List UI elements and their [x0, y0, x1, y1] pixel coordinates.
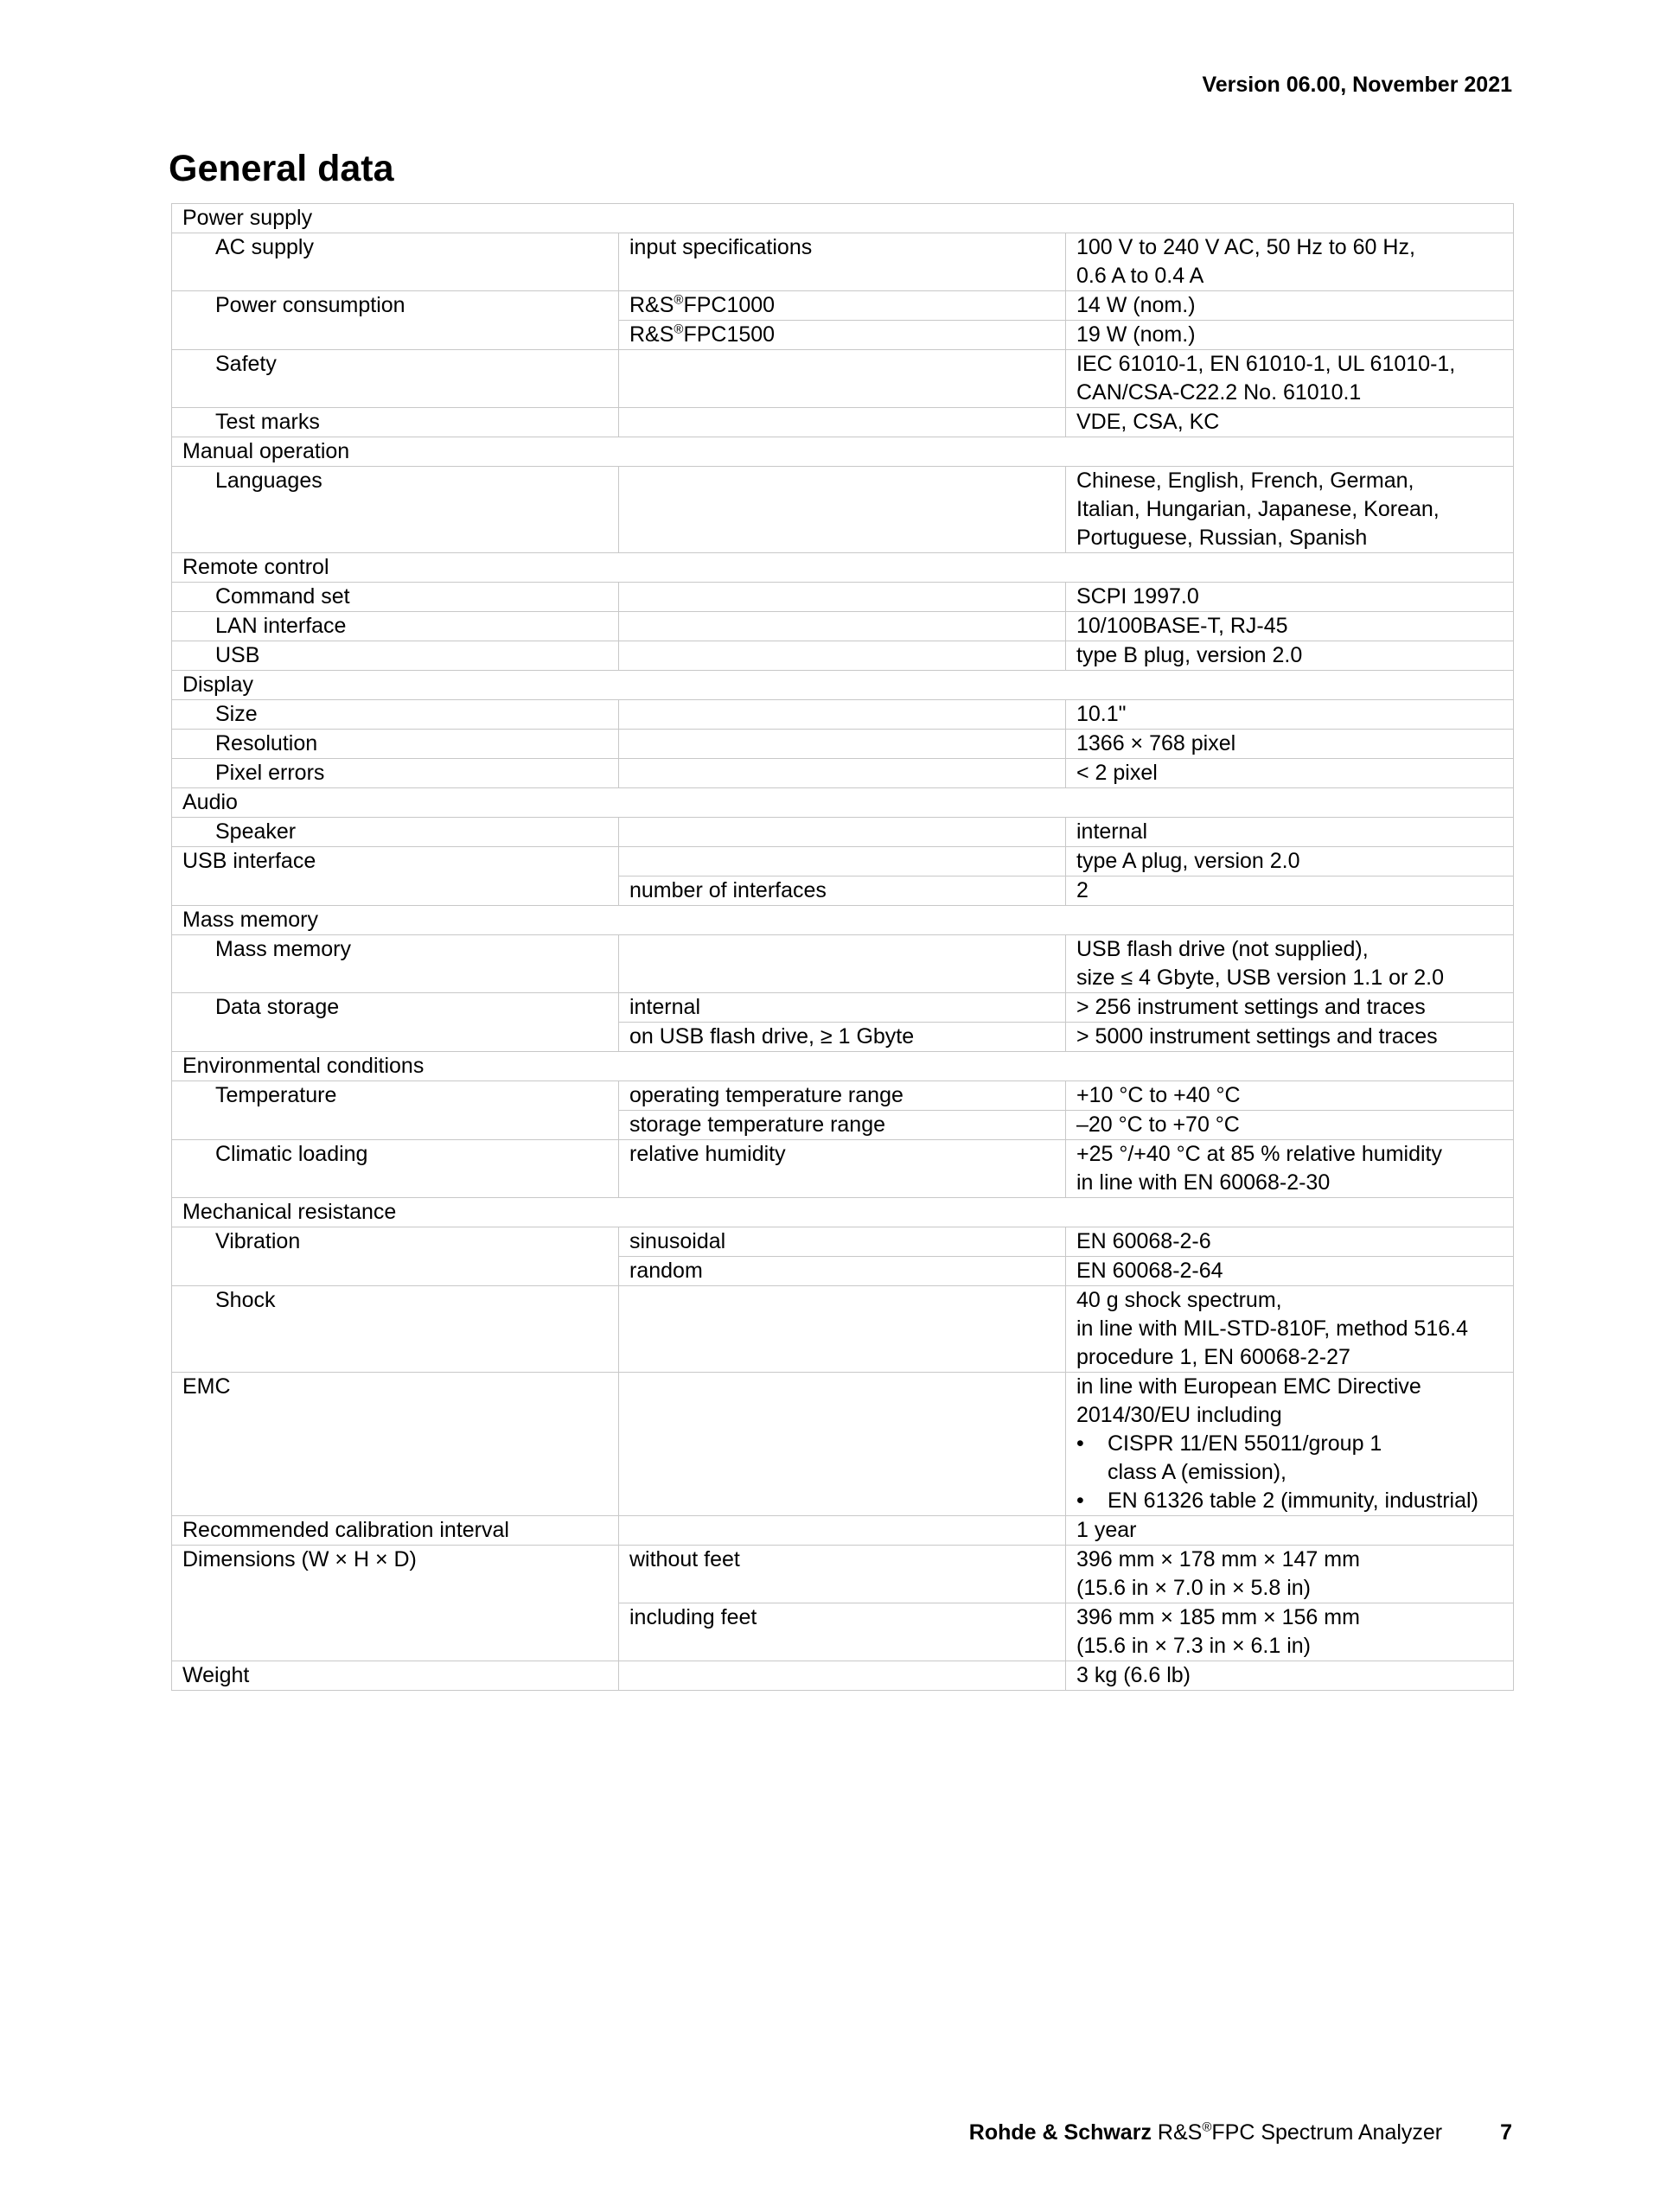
table-row-safety — [172, 350, 1514, 408]
row-label: Resolution — [172, 730, 619, 759]
row-label: LAN interface — [172, 612, 619, 641]
value-line: Chinese, English, French, German, — [1076, 469, 1414, 493]
row-label: Vibration — [172, 1227, 619, 1286]
row-value: –20 °C to +70 °C — [1066, 1111, 1514, 1140]
table-row-climatic-loading — [172, 1140, 1514, 1198]
value-line: 396 mm × 185 mm × 156 mm — [1076, 1605, 1360, 1629]
value-line: (15.6 in × 7.0 in × 5.8 in) — [1076, 1576, 1312, 1600]
row-value — [1066, 1286, 1514, 1373]
value-line: in line with MIL-STD-810F, method 516.4 — [1076, 1316, 1468, 1341]
table-row-data-storage — [172, 993, 1514, 1023]
group-label: Manual operation — [172, 437, 1514, 467]
registered-mark: ® — [1202, 2120, 1212, 2135]
row-label: Command set — [172, 583, 619, 612]
row-value — [1066, 1373, 1514, 1516]
row-condition — [619, 935, 1066, 993]
row-value: 10/100BASE-T, RJ-45 — [1066, 612, 1514, 641]
value-line: 0.6 A to 0.4 A — [1076, 264, 1204, 288]
table-row-shock — [172, 1286, 1514, 1373]
value-line: in line with EN 60068-2-30 — [1076, 1170, 1331, 1195]
group-label: Power supply — [172, 204, 1514, 233]
footer-product — [1158, 2120, 1442, 2145]
row-condition — [619, 641, 1066, 671]
table-row-audio — [172, 788, 1514, 818]
registered-mark: ® — [674, 322, 684, 337]
row-condition — [619, 818, 1066, 847]
row-condition — [619, 730, 1066, 759]
row-condition — [619, 321, 1066, 350]
table-row-power-supply — [172, 204, 1514, 233]
row-condition — [619, 408, 1066, 437]
row-condition — [619, 583, 1066, 612]
footer-product-prefix: R&S — [1157, 2120, 1203, 2145]
row-value: SCPI 1997.0 — [1066, 583, 1514, 612]
row-label: Size — [172, 700, 619, 730]
row-label: USB — [172, 641, 619, 671]
row-condition: sinusoidal — [619, 1227, 1066, 1257]
value-line: 40 g shock spectrum, — [1076, 1288, 1282, 1312]
table-row-vibration — [172, 1227, 1514, 1257]
row-condition — [619, 1286, 1066, 1373]
row-value — [1066, 1546, 1514, 1603]
model-name: FPC1000 — [683, 293, 776, 317]
row-value: 1366 × 768 pixel — [1066, 730, 1514, 759]
table-row-dimensions — [172, 1546, 1514, 1603]
table-row-usb — [172, 641, 1514, 671]
table-row-emc — [172, 1373, 1514, 1516]
row-value: 2 — [1066, 877, 1514, 906]
table-row-manual-operation — [172, 437, 1514, 467]
row-label: Data storage — [172, 993, 619, 1052]
value-line: 396 mm × 178 mm × 147 mm — [1076, 1547, 1360, 1571]
value-line: IEC 61010-1, EN 61010-1, UL 61010-1, — [1076, 352, 1456, 376]
row-value: type B plug, version 2.0 — [1066, 641, 1514, 671]
group-label: Audio — [172, 788, 1514, 818]
table-row-environmental-conditions — [172, 1052, 1514, 1081]
row-condition: without feet — [619, 1546, 1066, 1603]
table-row-weight — [172, 1661, 1514, 1691]
page-title: General data — [169, 148, 394, 189]
row-label: Pixel errors — [172, 759, 619, 788]
brand-prefix: R&S — [629, 293, 674, 317]
row-condition: number of interfaces — [619, 877, 1066, 906]
general-data-table — [171, 203, 1514, 1691]
registered-mark: ® — [674, 292, 684, 308]
row-value — [1066, 1603, 1514, 1661]
row-value — [1066, 935, 1514, 993]
value-line: 2014/30/EU including — [1076, 1403, 1282, 1427]
table-row-remote-control — [172, 553, 1514, 583]
row-condition — [619, 467, 1066, 553]
value-line: in line with European EMC Directive — [1076, 1374, 1421, 1399]
row-label: Safety — [172, 350, 619, 408]
value-line: (15.6 in × 7.3 in × 6.1 in) — [1076, 1634, 1312, 1658]
row-condition: operating temperature range — [619, 1081, 1066, 1111]
row-condition — [619, 1661, 1066, 1691]
row-condition — [619, 1373, 1066, 1516]
row-label: Weight — [172, 1661, 619, 1691]
group-label: Mechanical resistance — [172, 1198, 1514, 1227]
group-label: Display — [172, 671, 1514, 700]
bullet-item: • CISPR 11/EN 55011/group 1 — [1076, 1430, 1503, 1458]
table-row-command-set — [172, 583, 1514, 612]
table-row-power-consumption — [172, 291, 1514, 321]
row-value: 1 year — [1066, 1516, 1514, 1546]
table-row-lan-interface — [172, 612, 1514, 641]
row-label: Dimensions (W × H × D) — [172, 1546, 619, 1661]
value-line: 100 V to 240 V AC, 50 Hz to 60 Hz, — [1076, 235, 1415, 259]
row-value: < 2 pixel — [1066, 759, 1514, 788]
value-line: procedure 1, EN 60068-2-27 — [1076, 1345, 1350, 1369]
row-condition — [619, 291, 1066, 321]
version-line: Version 06.00, November 2021 — [1202, 73, 1512, 97]
row-value: > 256 instrument settings and traces — [1066, 993, 1514, 1023]
footer-product-name: FPC Spectrum Analyzer — [1211, 2120, 1443, 2145]
row-value: VDE, CSA, KC — [1066, 408, 1514, 437]
row-condition: internal — [619, 993, 1066, 1023]
row-condition — [619, 350, 1066, 408]
group-label: Mass memory — [172, 906, 1514, 935]
row-condition — [619, 759, 1066, 788]
table-row-mass-memory-group — [172, 906, 1514, 935]
row-value: 10.1" — [1066, 700, 1514, 730]
row-label: USB interface — [172, 847, 619, 906]
row-value: internal — [1066, 818, 1514, 847]
row-condition — [619, 700, 1066, 730]
value-line: Italian, Hungarian, Japanese, Korean, — [1076, 497, 1440, 521]
row-condition: on USB flash drive, ≥ 1 Gbyte — [619, 1023, 1066, 1052]
table-row-mechanical-resistance — [172, 1198, 1514, 1227]
table-row-pixel-errors — [172, 759, 1514, 788]
value-line: size ≤ 4 Gbyte, USB version 1.1 or 2.0 — [1076, 966, 1445, 990]
table-row-temperature — [172, 1081, 1514, 1111]
bullet-continuation: class A (emission), — [1108, 1460, 1287, 1484]
row-condition: storage temperature range — [619, 1111, 1066, 1140]
row-value: EN 60068-2-6 — [1066, 1227, 1514, 1257]
row-condition: input specifications — [619, 233, 1066, 291]
row-value — [1066, 1140, 1514, 1198]
row-label: Speaker — [172, 818, 619, 847]
table-row-display — [172, 671, 1514, 700]
value-line: +25 °/+40 °C at 85 % relative humidity — [1076, 1142, 1442, 1166]
row-value: 19 W (nom.) — [1066, 321, 1514, 350]
table-row-size — [172, 700, 1514, 730]
row-condition: random — [619, 1257, 1066, 1286]
page-footer — [969, 2120, 1512, 2145]
group-label: Remote control — [172, 553, 1514, 583]
row-label: Climatic loading — [172, 1140, 619, 1198]
row-label: Mass memory — [172, 935, 619, 993]
table-row-speaker — [172, 818, 1514, 847]
row-value: > 5000 instrument settings and traces — [1066, 1023, 1514, 1052]
table-row-mass-memory — [172, 935, 1514, 993]
group-label: Environmental conditions — [172, 1052, 1514, 1081]
row-value: 3 kg (6.6 lb) — [1066, 1661, 1514, 1691]
table-row-languages — [172, 467, 1514, 553]
row-label: Shock — [172, 1286, 619, 1373]
bullet-item: • EN 61326 table 2 (immunity, industrial) — [1076, 1487, 1503, 1515]
value-line: CAN/CSA-C22.2 No. 61010.1 — [1076, 380, 1362, 405]
row-condition — [619, 612, 1066, 641]
row-value: +10 °C to +40 °C — [1066, 1081, 1514, 1111]
row-condition: including feet — [619, 1603, 1066, 1661]
row-label: Temperature — [172, 1081, 619, 1140]
row-value: 14 W (nom.) — [1066, 291, 1514, 321]
page-number: 7 — [1500, 2120, 1512, 2145]
table-row-calibration-interval — [172, 1516, 1514, 1546]
row-value: type A plug, version 2.0 — [1066, 847, 1514, 877]
table-row-usb-interface — [172, 847, 1514, 877]
row-value — [1066, 467, 1514, 553]
row-condition — [619, 1516, 1066, 1546]
table-row-resolution — [172, 730, 1514, 759]
row-label: Recommended calibration interval — [172, 1516, 619, 1546]
row-label: Test marks — [172, 408, 619, 437]
row-value: EN 60068-2-64 — [1066, 1257, 1514, 1286]
model-name: FPC1500 — [683, 322, 776, 347]
value-line: USB flash drive (not supplied), — [1076, 937, 1369, 961]
value-line: Portuguese, Russian, Spanish — [1076, 526, 1368, 550]
brand-prefix: R&S — [629, 322, 674, 347]
row-label: EMC — [172, 1373, 619, 1516]
table-row-test-marks — [172, 408, 1514, 437]
footer-company: Rohde & Schwarz — [968, 2120, 1152, 2145]
row-label: Languages — [172, 467, 619, 553]
row-label: Power consumption — [172, 291, 619, 350]
row-condition — [619, 847, 1066, 877]
row-label: AC supply — [172, 233, 619, 291]
table-row-ac-supply — [172, 233, 1514, 291]
row-value — [1066, 350, 1514, 408]
row-condition: relative humidity — [619, 1140, 1066, 1198]
row-value — [1066, 233, 1514, 291]
